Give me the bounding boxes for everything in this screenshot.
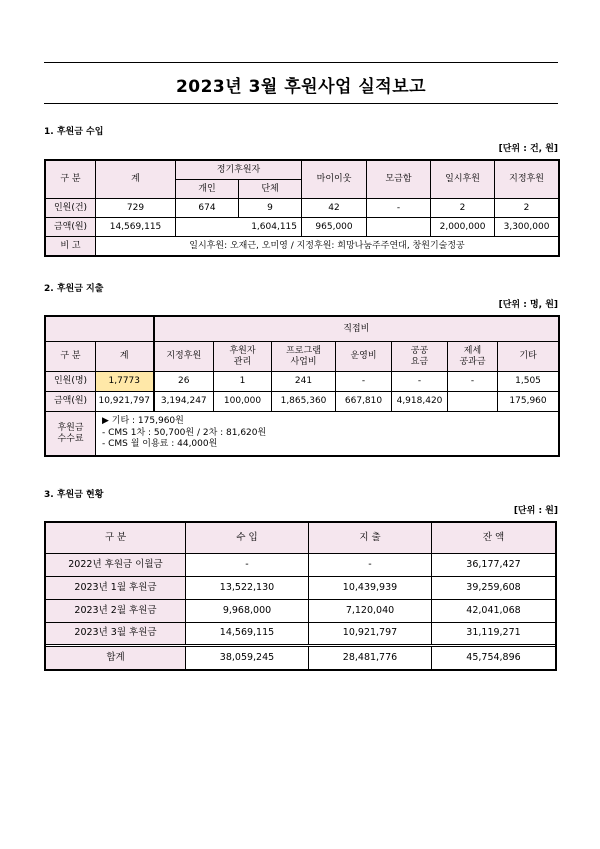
income-note-label: 비 고	[46, 237, 96, 256]
income-header-gubun: 구 분	[46, 161, 96, 199]
expense-fee-line: ▶ 기타 : 175,960원	[102, 416, 184, 426]
expense-count-operation: -	[336, 372, 392, 392]
status-header-balance: 잔 액	[432, 523, 556, 554]
expense-header-etc: 기타	[498, 342, 559, 372]
status-total-label: 합계	[46, 646, 186, 670]
expense-fee-label: 후원금 수수료	[46, 412, 96, 456]
income-count-individual: 674	[176, 199, 239, 218]
expense-fee-line: - CMS 월 이용료 : 44,000원	[102, 439, 218, 450]
income-header-regular: 정기후원자	[176, 161, 302, 180]
income-row-amount-label: 금액(원)	[46, 218, 96, 237]
expense-row-amount-label: 금액(원)	[46, 392, 96, 412]
income-header-group: 단체	[239, 180, 302, 199]
status-row-expense: -	[309, 554, 432, 577]
expense-amount-program: 1,865,360	[272, 392, 336, 412]
expense-header-donor-mgmt: 후원자 관리	[214, 342, 272, 372]
expense-count-donor-mgmt: 1	[214, 372, 272, 392]
status-row-balance: 31,119,271	[432, 623, 556, 646]
income-amount-myiot: 965,000	[302, 218, 367, 237]
expense-amount-operation: 667,810	[336, 392, 392, 412]
income-amount-regular: 1,604,115	[176, 218, 302, 237]
expense-amount-tax	[448, 392, 498, 412]
expense-fee-notes	[96, 412, 559, 456]
income-header-myiot: 마이이웃	[302, 161, 367, 199]
status-header-gubun: 구 분	[46, 523, 186, 554]
income-amount-designated: 3,300,000	[495, 218, 559, 237]
expense-count-designated: 26	[154, 372, 214, 392]
page-title: 2023년 3월 후원사업 실적보고	[175, 77, 427, 97]
section-income-heading: 1. 후원금 수입	[44, 127, 104, 137]
income-count-total: 729	[96, 199, 176, 218]
income-table	[45, 160, 559, 256]
income-amount-temp: 2,000,000	[431, 218, 495, 237]
expense-amount-total: 10,921,797	[96, 392, 154, 412]
status-row-balance: 36,177,427	[432, 554, 556, 577]
expense-header-gubun: 구 분	[46, 342, 96, 372]
status-row-balance: 42,041,068	[432, 600, 556, 623]
section-status-heading: 3. 후원금 현황	[44, 490, 104, 500]
income-header-box: 모금함	[367, 161, 431, 199]
title-rule	[44, 103, 558, 104]
status-row-label: 2022년 후원금 이월금	[46, 554, 186, 577]
income-count-myiot: 42	[302, 199, 367, 218]
income-header-total: 계	[96, 161, 176, 199]
status-row-income: -	[186, 554, 309, 577]
status-header-expense: 지 출	[309, 523, 432, 554]
status-total-income: 38,059,245	[186, 646, 309, 670]
expense-amount-donor-mgmt: 100,000	[214, 392, 272, 412]
expense-header-blank	[46, 317, 154, 342]
income-note: 일시후원: 오재근, 오미영 / 지정후원: 희망나눔주주연대, 창원기술정공	[96, 237, 559, 256]
expense-count-utility: -	[392, 372, 448, 392]
status-row-label: 2023년 1월 후원금	[46, 577, 186, 600]
status-table	[45, 522, 556, 670]
income-amount-total: 14,569,115	[96, 218, 176, 237]
status-row-balance: 39,259,608	[432, 577, 556, 600]
status-row-income: 13,522,130	[186, 577, 309, 600]
income-amount-box	[367, 218, 431, 237]
section-expense-heading: 2. 후원금 지출	[44, 284, 104, 294]
expense-header-program: 프로그램 사업비	[272, 342, 336, 372]
expense-header-utility: 공공 요금	[392, 342, 448, 372]
status-total-expense: 28,481,776	[309, 646, 432, 670]
status-row-income: 14,569,115	[186, 623, 309, 646]
status-row-income: 9,968,000	[186, 600, 309, 623]
income-count-designated: 2	[495, 199, 559, 218]
status-total-balance: 45,754,896	[432, 646, 556, 670]
unit-expense: [단위 : 명, 원]	[498, 300, 558, 310]
expense-amount-etc: 175,960	[498, 392, 559, 412]
expense-header-operation: 운영비	[336, 342, 392, 372]
expense-row-count-label: 인원(명)	[46, 372, 96, 392]
expense-count-total: 1,7773	[96, 372, 154, 392]
income-row-count-label: 인원(건)	[46, 199, 96, 218]
expense-amount-designated: 3,194,247	[154, 392, 214, 412]
income-count-temp: 2	[431, 199, 495, 218]
status-row-expense: 10,921,797	[309, 623, 432, 646]
status-row-expense: 10,439,939	[309, 577, 432, 600]
status-header-income: 수 입	[186, 523, 309, 554]
income-count-box: -	[367, 199, 431, 218]
expense-header-tax: 제세 공과금	[448, 342, 498, 372]
top-rule	[44, 62, 558, 63]
expense-header-direct: 직접비	[154, 317, 559, 342]
status-row-label: 2023년 3월 후원금	[46, 623, 186, 646]
status-row-label: 2023년 2월 후원금	[46, 600, 186, 623]
unit-status: [단위 : 원]	[513, 506, 558, 516]
income-header-temp: 일시후원	[431, 161, 495, 199]
expense-table	[45, 316, 559, 456]
income-header-individual: 개인	[176, 180, 239, 199]
status-row-expense: 7,120,040	[309, 600, 432, 623]
unit-income: [단위 : 건, 원]	[498, 144, 558, 154]
expense-amount-utility: 4,918,420	[392, 392, 448, 412]
income-count-group: 9	[239, 199, 302, 218]
expense-header-total: 계	[96, 342, 154, 372]
expense-header-designated: 지정후원	[154, 342, 214, 372]
income-header-designated: 지정후원	[495, 161, 559, 199]
expense-count-program: 241	[272, 372, 336, 392]
expense-count-etc: 1,505	[498, 372, 559, 392]
expense-count-tax: -	[448, 372, 498, 392]
expense-fee-line: - CMS 1차 : 50,700원 / 2차 : 81,620원	[102, 427, 267, 438]
